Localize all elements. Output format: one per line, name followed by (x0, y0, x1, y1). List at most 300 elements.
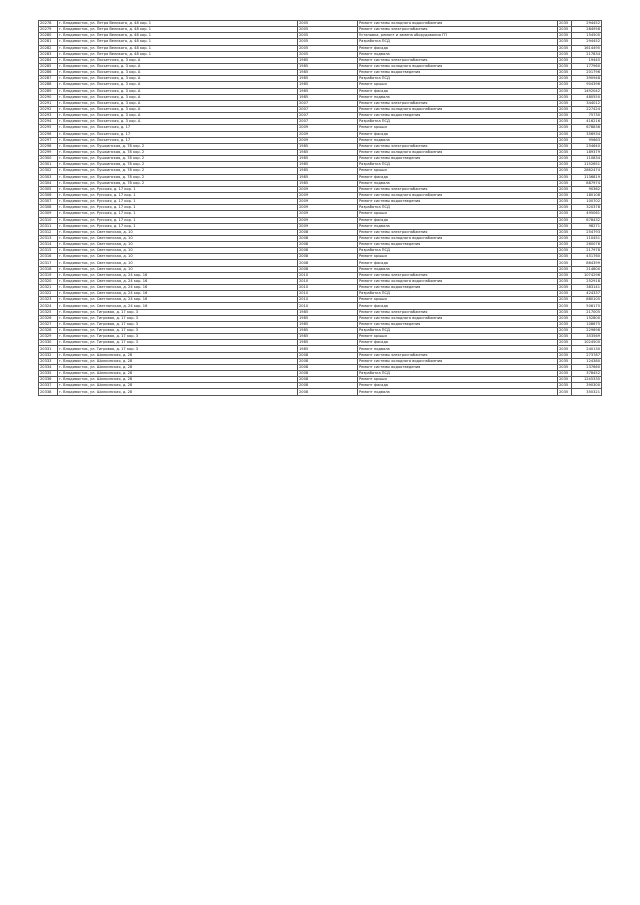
cost-cell: 416216 (572, 119, 602, 125)
address-cell: г. Владивосток, ул. Шилкинская, д. 28 (58, 358, 298, 364)
row-number-cell: 20290 (39, 94, 58, 100)
plan-year-cell: 2035 (558, 248, 572, 254)
row-number-cell: 20306 (39, 192, 58, 198)
table-row (39, 389, 602, 395)
row-number-cell: 20301 (39, 162, 58, 168)
row-number-cell: 20279 (39, 27, 58, 33)
built-year-cell: 2008 (298, 371, 358, 377)
cost-cell: 254793 (572, 229, 602, 235)
work-type-cell: Ремонт крыши (358, 377, 558, 383)
address-cell: г. Владивосток, ул. Шилкинская, д. 28 (58, 389, 298, 395)
row-number-cell: 20308 (39, 205, 58, 211)
row-number-cell: 20309 (39, 211, 58, 217)
work-type-cell: Ремонт фасада (358, 131, 558, 137)
row-number-cell: 20317 (39, 260, 58, 266)
address-cell: г. Владивосток, ул. Петра Великого, д. 48 кор. 1 (58, 21, 298, 27)
row-number-cell: 20312 (39, 229, 58, 235)
built-year-cell: 2007 (298, 119, 358, 125)
row-number-cell: 20337 (39, 383, 58, 389)
cost-cell: 100702 (572, 199, 602, 205)
built-year-cell: 2009 (298, 217, 358, 223)
built-year-cell: 2008 (298, 358, 358, 364)
work-type-cell: Ремонт крыши (358, 334, 558, 340)
built-year-cell: 2005 (298, 51, 358, 57)
built-year-cell: 1985 (298, 321, 358, 327)
work-type-cell: Разработка ПСД (358, 291, 558, 297)
built-year-cell: 2008 (298, 242, 358, 248)
cost-cell: 480550 (572, 94, 602, 100)
row-number-cell: 20292 (39, 106, 58, 112)
row-number-cell: 20287 (39, 76, 58, 82)
address-cell: г. Владивосток, ул. Шилкинская, д. 28 (58, 364, 298, 370)
built-year-cell: 2009 (298, 199, 358, 205)
work-type-cell: Ремонт фасада (358, 303, 558, 309)
work-type-cell: Ремонт крыши (358, 168, 558, 174)
plan-year-cell: 2035 (558, 186, 572, 192)
plan-year-cell: 2035 (558, 371, 572, 377)
address-cell: г. Владивосток, ул. Светланская, д. 24 кор. 16 (58, 297, 298, 303)
built-year-cell: 2008 (298, 266, 358, 272)
built-year-cell: 2009 (298, 131, 358, 137)
plan-year-cell: 2035 (558, 106, 572, 112)
plan-year-cell: 2035 (558, 272, 572, 278)
built-year-cell: 1985 (298, 334, 358, 340)
address-cell: г. Владивосток, ул. Светланская, д. 24 кор. 16 (58, 291, 298, 297)
cost-cell: 177960 (572, 63, 602, 69)
work-type-cell: Ремонт фасада (358, 340, 558, 346)
work-type-cell: Ремонт фасада (358, 45, 558, 51)
built-year-cell: 2008 (298, 229, 358, 235)
plan-year-cell: 2035 (558, 278, 572, 284)
cost-cell: 1024500 (572, 340, 602, 346)
cost-cell: 98271 (572, 223, 602, 229)
plan-year-cell: 2035 (558, 334, 572, 340)
cost-cell: 240130 (572, 346, 602, 352)
plan-year-cell: 2035 (558, 309, 572, 315)
address-cell: г. Владивосток, ул. Посьетская, д. 3 кор. А (58, 113, 298, 119)
address-cell: г. Владивосток, ул. Шилкинская, д. 28 (58, 371, 298, 377)
row-number-cell: 20311 (39, 223, 58, 229)
built-year-cell: 1985 (298, 149, 358, 155)
cost-cell: 350321 (572, 389, 602, 395)
work-type-cell: Ремонт системы холодного водоснабжения (358, 63, 558, 69)
work-type-cell: Ремонт подвала (358, 51, 558, 57)
row-number-cell: 20326 (39, 315, 58, 321)
row-number-cell: 20284 (39, 57, 58, 63)
work-type-cell: Ремонт крыши (358, 125, 558, 131)
built-year-cell: 2008 (298, 364, 358, 370)
built-year-cell: 2007 (298, 106, 358, 112)
address-cell: г. Владивосток, ул. Посьетская, д. 3 кор. А (58, 100, 298, 106)
plan-year-cell: 2035 (558, 76, 572, 82)
built-year-cell: 2009 (298, 186, 358, 192)
address-cell: г. Владивосток, ул. Посьетская, д. 3 кор. А (58, 88, 298, 94)
plan-year-cell: 2035 (558, 260, 572, 266)
built-year-cell: 2009 (298, 125, 358, 131)
plan-year-cell: 2035 (558, 125, 572, 131)
cost-cell: 152800 (572, 315, 602, 321)
built-year-cell: 2009 (298, 223, 358, 229)
row-number-cell: 20313 (39, 235, 58, 241)
cost-cell: 284958 (572, 27, 602, 33)
row-number-cell: 20315 (39, 248, 58, 254)
row-number-cell: 20303 (39, 174, 58, 180)
plan-year-cell: 2035 (558, 88, 572, 94)
plan-year-cell: 2035 (558, 235, 572, 241)
work-type-cell: Ремонт системы водоотведения (358, 199, 558, 205)
plan-year-cell: 2035 (558, 149, 572, 155)
address-cell: г. Владивосток, ул. Посьетская, д. 3 кор. А (58, 76, 298, 82)
cost-cell: 356934 (572, 131, 602, 137)
built-year-cell: 2005 (298, 39, 358, 45)
work-type-cell: Ремонт системы водоотведения (358, 321, 558, 327)
work-type-cell: Ремонт подвала (358, 389, 558, 395)
address-cell: г. Владивосток, ул. Русская, д. 17 кор. 1 (58, 223, 298, 229)
row-number-cell: 20319 (39, 272, 58, 278)
row-number-cell: 20307 (39, 199, 58, 205)
plan-year-cell: 2035 (558, 174, 572, 180)
row-number-cell: 20330 (39, 340, 58, 346)
cost-cell: 451760 (572, 254, 602, 260)
work-type-cell: Ремонт системы холодного водоснабжения (358, 278, 558, 284)
cost-cell: 217978 (572, 248, 602, 254)
row-number-cell: 20329 (39, 334, 58, 340)
cost-cell: 678432 (572, 217, 602, 223)
address-cell: г. Владивосток, ул. Тигровая, д. 17 кор. 3 (58, 321, 298, 327)
cost-cell: 90362 (572, 186, 602, 192)
plan-year-cell: 2035 (558, 291, 572, 297)
address-cell: г. Владивосток, ул. Посьетская, д. 3 кор. А (58, 63, 298, 69)
cost-cell: 424337 (572, 291, 602, 297)
cost-cell: 390300 (572, 383, 602, 389)
cost-cell: 320378 (572, 205, 602, 211)
row-number-cell: 20278 (39, 21, 58, 27)
address-cell: г. Владивосток, ул. Тигровая, д. 17 кор. 3 (58, 315, 298, 321)
work-type-cell: Ремонт системы электроснабжения (358, 309, 558, 315)
plan-year-cell: 2035 (558, 389, 572, 395)
plan-year-cell: 2035 (558, 33, 572, 39)
cost-cell: 214800 (572, 266, 602, 272)
built-year-cell: 1985 (298, 174, 358, 180)
built-year-cell: 2010 (298, 278, 358, 284)
work-type-cell: Ремонт системы водоотведения (358, 156, 558, 162)
work-type-cell: Ремонт системы холодного водоснабжения (358, 315, 558, 321)
row-number-cell: 20323 (39, 297, 58, 303)
cost-cell: 1245335 (572, 377, 602, 383)
cost-cell: 273787 (572, 352, 602, 358)
row-number-cell: 20304 (39, 180, 58, 186)
address-cell: г. Владивосток, ул. Посьетская, д. 3 кор. А (58, 94, 298, 100)
built-year-cell: 2009 (298, 192, 358, 198)
work-type-cell: Ремонт системы водоотведения (358, 70, 558, 76)
cost-cell: 1136819 (572, 174, 602, 180)
table-body (39, 21, 602, 396)
cost-cell: 1152651 (572, 162, 602, 168)
cost-cell: 189379 (572, 149, 602, 155)
plan-year-cell: 2035 (558, 162, 572, 168)
address-cell: г. Владивосток, ул. Русская, д. 17 кор. 1 (58, 192, 298, 198)
address-cell: г. Владивосток, ул. Посьетская, д. 3 кор. А (58, 57, 298, 63)
cost-cell: 124380 (572, 358, 602, 364)
work-type-cell: Ремонт подвала (358, 266, 558, 272)
row-number-cell: 20291 (39, 100, 58, 106)
row-number-cell: 20299 (39, 149, 58, 155)
cost-cell: 260076 (572, 242, 602, 248)
plan-year-cell: 2035 (558, 340, 572, 346)
plan-year-cell: 2035 (558, 57, 572, 63)
work-type-cell: Ремонт фасада (358, 217, 558, 223)
plan-year-cell: 2035 (558, 383, 572, 389)
row-number-cell: 20296 (39, 131, 58, 137)
plan-year-cell: 2035 (558, 229, 572, 235)
address-cell: г. Владивосток, ул. Петра Великого, д. 48 кор. 1 (58, 45, 298, 51)
plan-year-cell: 2035 (558, 352, 572, 358)
work-type-cell: Ремонт системы холодного водоснабжения (358, 149, 558, 155)
built-year-cell: 2010 (298, 297, 358, 303)
plan-year-cell: 2035 (558, 217, 572, 223)
cost-cell: 506175 (572, 303, 602, 309)
row-number-cell: 20305 (39, 186, 58, 192)
row-number-cell: 20336 (39, 377, 58, 383)
built-year-cell: 1985 (298, 76, 358, 82)
address-cell: г. Владивосток, ул. Шилкинская, д. 28 (58, 383, 298, 389)
plan-year-cell: 2035 (558, 45, 572, 51)
row-number-cell: 20321 (39, 285, 58, 291)
built-year-cell: 1985 (298, 315, 358, 321)
address-cell: г. Владивосток, ул. Тигровая, д. 17 кор. 3 (58, 309, 298, 315)
document-page (38, 20, 601, 396)
address-cell: г. Владивосток, ул. Посьетская, д. 3 кор. А (58, 82, 298, 88)
plan-year-cell: 2035 (558, 358, 572, 364)
cost-cell: 154500 (572, 33, 602, 39)
plan-year-cell: 2035 (558, 137, 572, 143)
address-cell: г. Владивосток, ул. Светланская, д. 24 кор. 16 (58, 303, 298, 309)
plan-year-cell: 2035 (558, 346, 572, 352)
plan-year-cell: 2035 (558, 211, 572, 217)
address-cell: г. Владивосток, ул. Посьетская, д. 3 кор. А (58, 119, 298, 125)
row-number-cell: 20314 (39, 242, 58, 248)
work-type-cell: Разработка ПСД (358, 39, 558, 45)
built-year-cell: 1985 (298, 162, 358, 168)
work-type-cell: Ремонт системы холодного водоснабжения (358, 192, 558, 198)
built-year-cell: 2009 (298, 205, 358, 211)
work-type-cell: Ремонт крыши (358, 254, 558, 260)
built-year-cell: 2010 (298, 291, 358, 297)
row-number-cell: 20338 (39, 389, 58, 395)
work-type-cell: Ремонт системы холодного водоснабжения (358, 106, 558, 112)
work-type-cell: Ремонт системы электроснабжения (358, 229, 558, 235)
row-number-cell: 20322 (39, 291, 58, 297)
plan-year-cell: 2035 (558, 82, 572, 88)
cost-cell: 1614495 (572, 45, 602, 51)
address-cell: г. Владивосток, ул. Светланская, д. 10 (58, 235, 298, 241)
cost-cell: 1492042 (572, 88, 602, 94)
plan-year-cell: 2035 (558, 100, 572, 106)
address-cell: г. Владивосток, ул. Русская, д. 17 кор. 1 (58, 217, 298, 223)
work-type-cell: Ремонт подвала (358, 137, 558, 143)
plan-year-cell: 2035 (558, 119, 572, 125)
built-year-cell: 1985 (298, 156, 358, 162)
built-year-cell: 2010 (298, 285, 358, 291)
address-cell: г. Владивосток, ул. Светланская, д. 10 (58, 248, 298, 254)
work-type-cell: Ремонт системы электроснабжения (358, 100, 558, 106)
built-year-cell: 2008 (298, 235, 358, 241)
cost-cell: 495061 (572, 211, 602, 217)
built-year-cell: 2009 (298, 137, 358, 143)
built-year-cell: 2008 (298, 377, 358, 383)
plan-year-cell: 2035 (558, 168, 572, 174)
cost-cell: 217834 (572, 51, 602, 57)
cost-cell: 2862474 (572, 168, 602, 174)
cost-cell: 237660 (572, 364, 602, 370)
cost-cell: 344012 (572, 100, 602, 106)
address-cell: г. Владивосток, ул. Посьетская, д. 17 (58, 131, 298, 137)
work-type-cell: Установка, ремонт и замена оборудования ГП (358, 33, 558, 39)
built-year-cell: 2007 (298, 113, 358, 119)
row-number-cell: 20334 (39, 364, 58, 370)
plan-year-cell: 2035 (558, 156, 572, 162)
row-number-cell: 20295 (39, 125, 58, 131)
row-number-cell: 20302 (39, 168, 58, 174)
work-type-cell: Ремонт системы холодного водоснабжения (358, 358, 558, 364)
built-year-cell: 2008 (298, 389, 358, 395)
plan-year-cell: 2035 (558, 266, 572, 272)
built-year-cell: 2005 (298, 21, 358, 27)
cost-cell: 678836 (572, 125, 602, 131)
repair-register-table (38, 20, 602, 396)
built-year-cell: 2005 (298, 45, 358, 51)
cost-cell: 383141 (572, 285, 602, 291)
cost-cell: 217005 (572, 309, 602, 315)
row-number-cell: 20316 (39, 254, 58, 260)
address-cell: г. Владивосток, ул. Посьетская, д. 17 (58, 137, 298, 143)
work-type-cell: Ремонт фасада (358, 174, 558, 180)
address-cell: г. Владивосток, ул. Светланская, д. 10 (58, 266, 298, 272)
work-type-cell: Ремонт подвала (358, 346, 558, 352)
built-year-cell: 1985 (298, 82, 358, 88)
work-type-cell: Ремонт фасада (358, 260, 558, 266)
address-cell: г. Владивосток, ул. Посьетская, д. 17 (58, 125, 298, 131)
address-cell: г. Владивосток, ул. Петра Великого, д. 48 кор. 1 (58, 39, 298, 45)
cost-cell: 390948 (572, 76, 602, 82)
address-cell: г. Владивосток, ул. Светланская, д. 24 кор. 16 (58, 278, 298, 284)
work-type-cell: Разработка ПСД (358, 328, 558, 334)
address-cell: г. Владивосток, ул. Тигровая, д. 17 кор. 3 (58, 328, 298, 334)
built-year-cell: 1985 (298, 57, 358, 63)
plan-year-cell: 2035 (558, 377, 572, 383)
row-number-cell: 20333 (39, 358, 58, 364)
work-type-cell: Ремонт системы водоотведения (358, 242, 558, 248)
built-year-cell: 1985 (298, 94, 358, 100)
work-type-cell: Ремонт крыши (358, 297, 558, 303)
row-number-cell: 20327 (39, 321, 58, 327)
work-type-cell: Ремонт крыши (358, 211, 558, 217)
row-number-cell: 20293 (39, 113, 58, 119)
cost-cell: 864399 (572, 260, 602, 266)
cost-cell: 227424 (572, 106, 602, 112)
row-number-cell: 20297 (39, 137, 58, 143)
address-cell: г. Владивосток, ул. Тигровая, д. 17 кор. 3 (58, 340, 298, 346)
plan-year-cell: 2035 (558, 223, 572, 229)
cost-cell: 19445 (572, 57, 602, 63)
cost-cell: 95663 (572, 137, 602, 143)
row-number-cell: 20335 (39, 371, 58, 377)
built-year-cell: 1985 (298, 143, 358, 149)
address-cell: г. Владивосток, ул. Шилкинская, д. 28 (58, 377, 298, 383)
built-year-cell: 2008 (298, 383, 358, 389)
plan-year-cell: 2035 (558, 199, 572, 205)
row-number-cell: 20294 (39, 119, 58, 125)
cost-cell: 75730 (572, 113, 602, 119)
plan-year-cell: 2035 (558, 328, 572, 334)
row-number-cell: 20324 (39, 303, 58, 309)
plan-year-cell: 2035 (558, 297, 572, 303)
address-cell: г. Владивосток, ул. Петра Великого, д. 48 кор. 1 (58, 27, 298, 33)
address-cell: г. Владивосток, ул. Светланская, д. 10 (58, 254, 298, 260)
cost-cell: 378452 (572, 371, 602, 377)
row-number-cell: 20283 (39, 51, 58, 57)
address-cell: г. Владивосток, ул. Петра Великого, д. 48 кор. 1 (58, 33, 298, 39)
address-cell: г. Владивосток, ул. Светланская, д. 10 (58, 260, 298, 266)
row-number-cell: 20280 (39, 33, 58, 39)
plan-year-cell: 2035 (558, 321, 572, 327)
built-year-cell: 2010 (298, 272, 358, 278)
built-year-cell: 1985 (298, 63, 358, 69)
address-cell: г. Владивосток, ул. Пушкинская, д. 78 кор. 2 (58, 149, 298, 155)
address-cell: г. Владивосток, ул. Шилкинская, д. 28 (58, 352, 298, 358)
address-cell: г. Владивосток, ул. Пушкинская, д. 78 кор. 2 (58, 174, 298, 180)
address-cell: г. Владивосток, ул. Светланская, д. 10 (58, 229, 298, 235)
cost-cell: 201796 (572, 70, 602, 76)
work-type-cell: Ремонт фасада (358, 88, 558, 94)
row-number-cell: 20320 (39, 278, 58, 284)
address-cell: г. Владивосток, ул. Посьетская, д. 3 кор. А (58, 70, 298, 76)
work-type-cell: Разработка ПСД (358, 248, 558, 254)
row-number-cell: 20298 (39, 143, 58, 149)
address-cell: г. Владивосток, ул. Пушкинская, д. 78 кор. 2 (58, 143, 298, 149)
cost-cell: 254640 (572, 143, 602, 149)
built-year-cell: 2005 (298, 27, 358, 33)
plan-year-cell: 2035 (558, 113, 572, 119)
address-cell: г. Владивосток, ул. Русская, д. 17 кор. 1 (58, 186, 298, 192)
built-year-cell: 2008 (298, 352, 358, 358)
work-type-cell: Ремонт системы водоотведения (358, 113, 558, 119)
built-year-cell: 1985 (298, 340, 358, 346)
plan-year-cell: 2035 (558, 39, 572, 45)
cost-cell: 1074296 (572, 272, 602, 278)
cost-cell: 353569 (572, 334, 602, 340)
address-cell: г. Владивосток, ул. Светланская, д. 24 кор. 16 (58, 272, 298, 278)
cost-cell: 880105 (572, 297, 602, 303)
plan-year-cell: 2035 (558, 143, 572, 149)
work-type-cell: Ремонт системы холодного водоснабжения (358, 235, 558, 241)
plan-year-cell: 2035 (558, 94, 572, 100)
plan-year-cell: 2035 (558, 364, 572, 370)
work-type-cell: Ремонт крыши (358, 82, 558, 88)
plan-year-cell: 2035 (558, 51, 572, 57)
cost-cell: 294452 (572, 21, 602, 27)
work-type-cell: Ремонт системы электроснабжения (358, 272, 558, 278)
row-number-cell: 20332 (39, 352, 58, 358)
address-cell: г. Владивосток, ул. Светланская, д. 10 (58, 242, 298, 248)
work-type-cell: Разработка ПСД (358, 76, 558, 82)
built-year-cell: 1985 (298, 88, 358, 94)
work-type-cell: Ремонт подвала (358, 223, 558, 229)
row-number-cell: 20331 (39, 346, 58, 352)
work-type-cell: Ремонт системы электроснабжения (358, 352, 558, 358)
work-type-cell: Ремонт системы электроснабжения (358, 27, 558, 33)
work-type-cell: Разработка ПСД (358, 119, 558, 125)
